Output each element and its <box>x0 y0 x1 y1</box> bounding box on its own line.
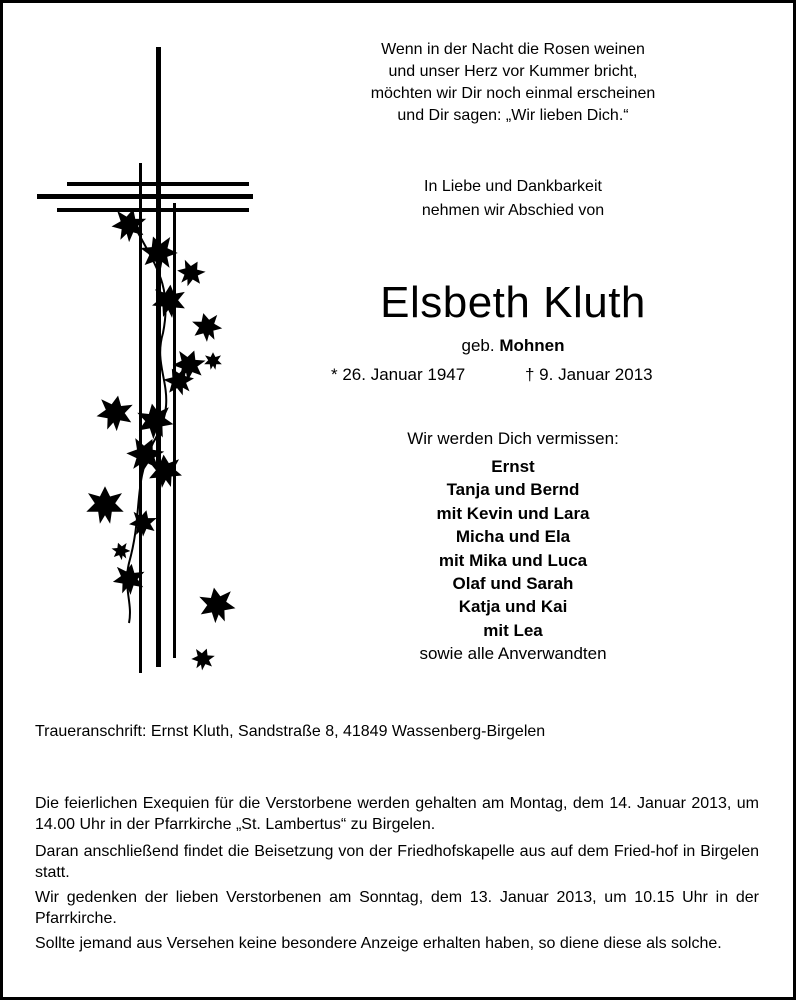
cross-post-right <box>173 203 176 658</box>
relatives-line: sowie alle Anverwandten <box>419 644 607 664</box>
mourner: Tanja und Bernd <box>446 480 580 500</box>
mourner: Ernst <box>491 457 535 476</box>
poem-line: und Dir sagen: „Wir lieben Dich.“ <box>397 107 629 124</box>
cross-bar-bottom <box>57 208 249 212</box>
burial-paragraph: Daran anschließend findet die Beisetzung von der Friedhofskapelle aus auf dem Fried-hof in Birgelen statt. <box>35 843 759 881</box>
notice-paragraph: Sollte jemand aus Versehen keine besondere Anzeige erhalten haben, so diene diese als solche. <box>35 935 722 952</box>
poem-line: und unser Herz vor Kummer bricht, <box>388 63 638 80</box>
farewell-line: nehmen wir Abschied von <box>421 202 605 219</box>
farewell-text <box>303 175 723 223</box>
poem-line: möchten wir Dir noch einmal erscheinen <box>370 85 656 102</box>
cross-bar-middle <box>37 194 253 199</box>
poem <box>303 39 723 127</box>
mourner: Katja und Kai <box>458 597 568 617</box>
poem-line: Wenn in der Nacht die Rosen weinen <box>381 41 645 58</box>
farewell-line: In Liebe und Dankbarkeit <box>424 178 602 195</box>
birth-date: * 26. Januar 1947 <box>331 365 466 384</box>
ivy-leaves <box>86 205 237 673</box>
miss-heading: Wir werden Dich vermissen: <box>407 429 619 448</box>
mourner: Olaf und Sarah <box>452 574 574 594</box>
mourner: Micha und Ela <box>455 527 571 547</box>
maiden-name <box>303 335 723 357</box>
death-date: † 9. Januar 2013 <box>525 365 653 384</box>
maiden-prefix: geb. <box>461 336 495 355</box>
maiden-surname: Mohnen <box>499 336 565 355</box>
mourning-address: Traueranschrift: Ernst Kluth, Sandstraße 8, 41849 Wassenberg-Birgelen <box>35 723 546 740</box>
mourner: mit Kevin und Lara <box>436 503 590 523</box>
memorial-paragraph: Wir gedenken der lieben Verstorbenen am Sonntag, dem 13. Januar 2013, um 10.15 Uhr in der Pfarrkirche. <box>35 889 759 927</box>
mourners-list <box>303 455 723 666</box>
deceased-name: Elsbeth Kluth <box>380 278 646 327</box>
cross-with-ivy-icon <box>33 43 253 683</box>
mourner: mit Lea <box>483 620 543 640</box>
funeral-mass-paragraph: Die feierlichen Exequien für die Verstorbene werden gehalten am Montag, dem 14. Januar 2013, um 14.00 Uhr in der Pfarrkirche „St. Lambertus“ zu Birgelen. <box>35 795 759 833</box>
mourner: mit Mika und Luca <box>438 550 588 570</box>
